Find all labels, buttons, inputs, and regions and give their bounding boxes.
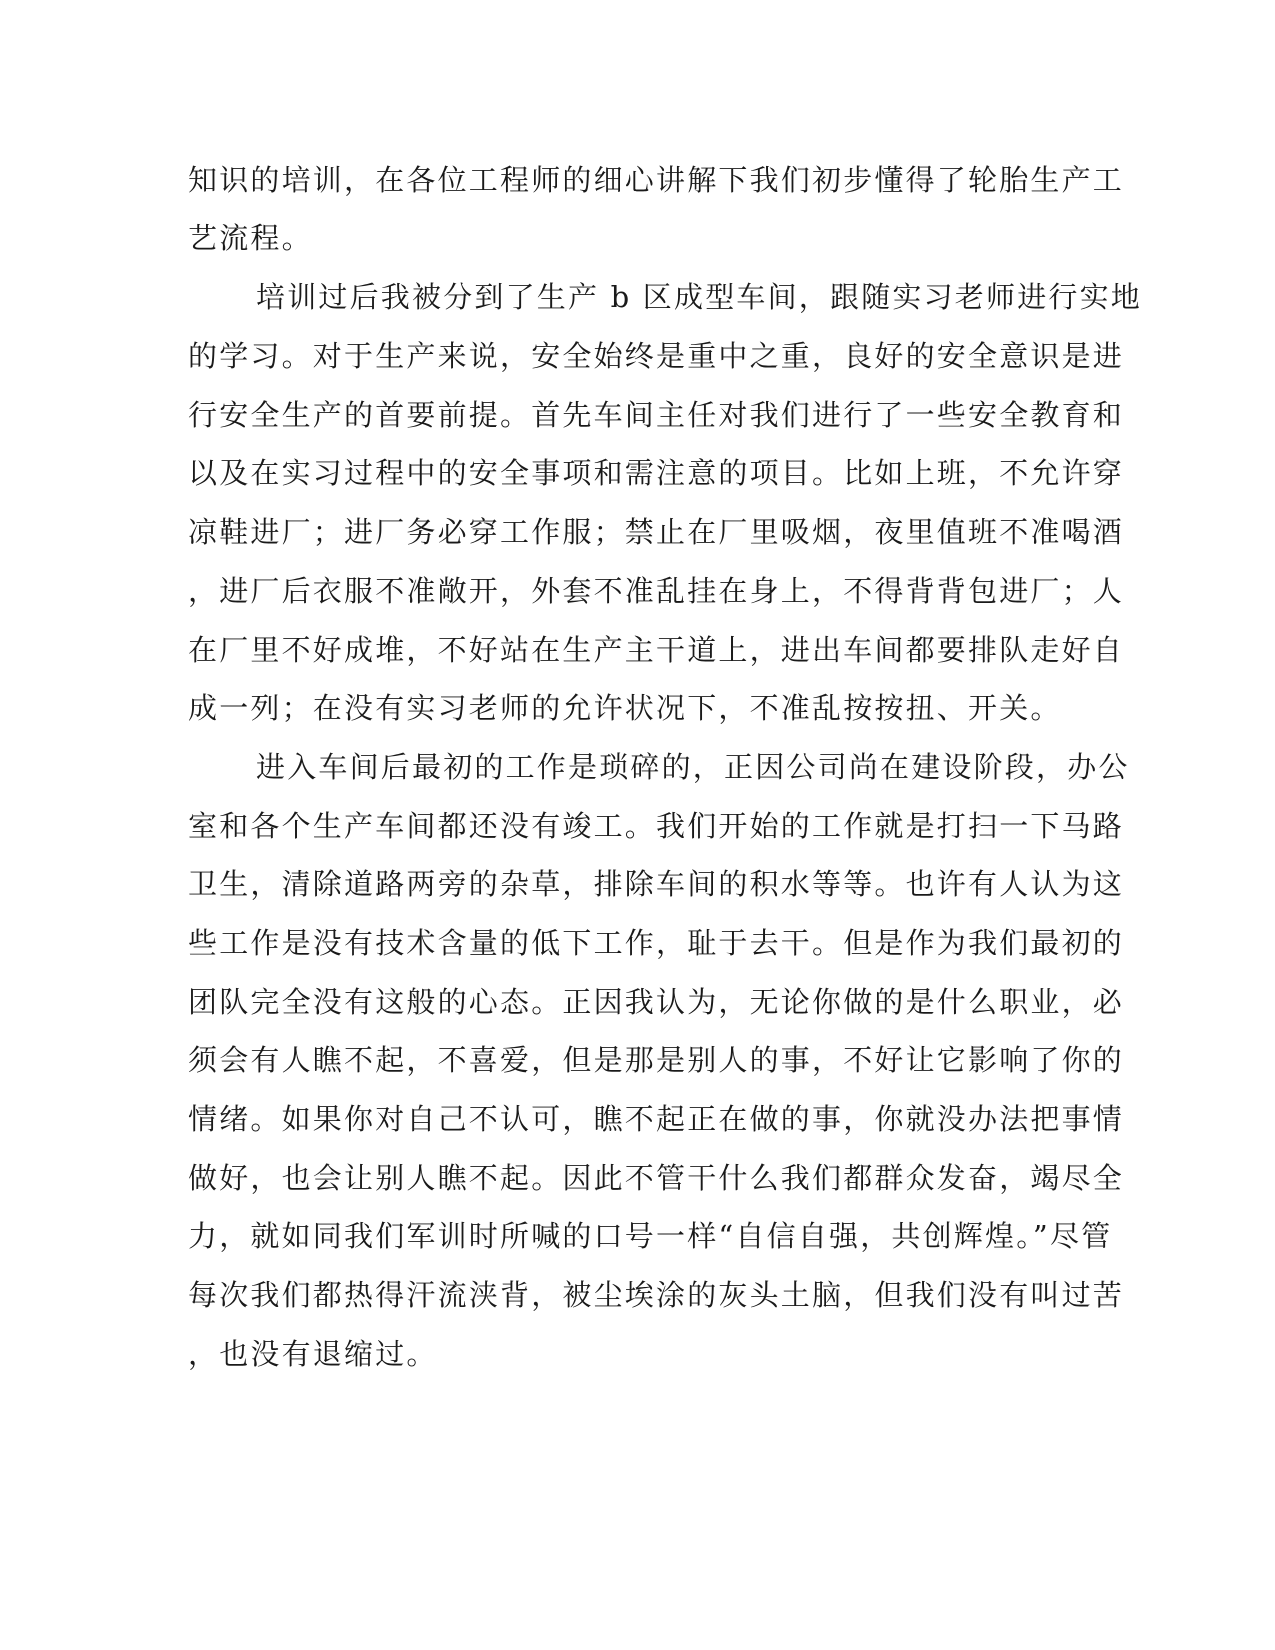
text-line: 艺流程。 [188, 221, 313, 255]
paragraph-start-line: 培训过后我被分到了生产 b 区成型车间，跟随实习老师进行实地 [256, 280, 1143, 314]
text-line: 情绪。如果你对自己不认可，瞧不起正在做的事，你就没办法把事情 [188, 1102, 1125, 1136]
text-line: 凉鞋进厂；进厂务必穿工作服；禁止在厂里吸烟，夜里值班不准喝酒 [188, 515, 1125, 549]
text-line: 在厂里不好成堆，不好站在生产主干道上，进出车间都要排队走好自 [188, 633, 1125, 667]
text-line: 知识的培训，在各位工程师的细心讲解下我们初步懂得了轮胎生产工 [188, 163, 1125, 197]
text-line: ，进厂后衣服不准敞开，外套不准乱挂在身上，不得背背包进厂；人 [188, 574, 1125, 608]
text-line: 的学习。对于生产来说，安全始终是重中之重，良好的安全意识是进 [188, 339, 1125, 373]
text-line: 卫生，清除道路两旁的杂草，排除车间的积水等等。也许有人认为这 [188, 867, 1125, 901]
text-line: 每次我们都热得汗流浃背，被尘埃涂的灰头土脑，但我们没有叫过苦 [188, 1278, 1125, 1312]
text-line: 行安全生产的首要前提。首先车间主任对我们进行了一些安全教育和 [188, 398, 1125, 432]
text-line: 须会有人瞧不起，不喜爱，但是那是别人的事，不好让它影响了你的 [188, 1043, 1125, 1077]
text-line: 做好，也会让别人瞧不起。因此不管干什么我们都群众发奋，竭尽全 [188, 1161, 1125, 1195]
text-line: 以及在实习过程中的安全事项和需注意的项目。比如上班，不允许穿 [188, 456, 1125, 490]
text-line: ，也没有退缩过。 [188, 1337, 438, 1371]
paragraph-start-line: 进入车间后最初的工作是琐碎的，正因公司尚在建设阶段，办公 [256, 750, 1130, 784]
text-line: 力，就如同我们军训时所喊的口号一样“自信自强，共创辉煌。”尽管 [188, 1219, 1113, 1253]
text-line: 成一列；在没有实习老师的允许状况下，不准乱按按扭、开关。 [188, 691, 1062, 725]
text-line: 室和各个生产车间都还没有竣工。我们开始的工作就是打扫一下马路 [188, 809, 1125, 843]
text-line: 些工作是没有技术含量的低下工作，耻于去干。但是作为我们最初的 [188, 926, 1125, 960]
text-line: 团队完全没有这般的心态。正因我认为，无论你做的是什么职业，必 [188, 985, 1125, 1019]
